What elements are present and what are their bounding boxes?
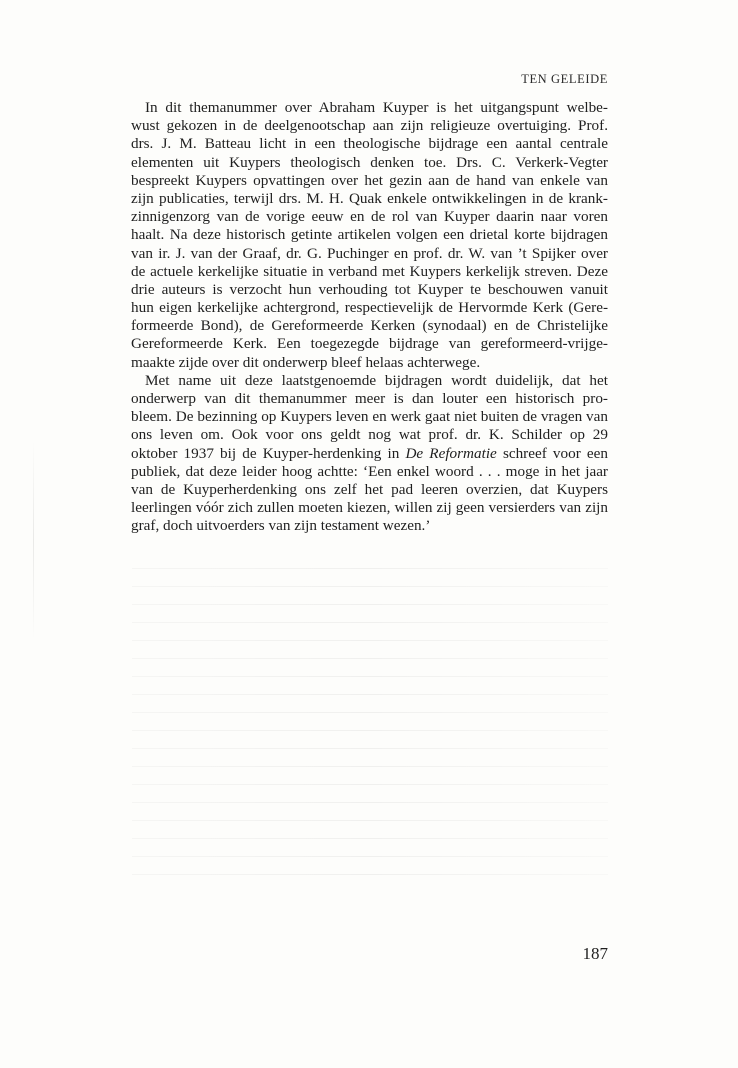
- text-line: ons leven om. Ook voor ons geldt nog wat prof. dr. K. Schilder op 29: [131, 426, 608, 444]
- text-line: van ir. J. van der Graaf, dr. G. Puchinger en prof. dr. W. van ’t Spijker over: [131, 244, 608, 262]
- text-line: formeerde Bond), de Gereformeerde Kerken (synodaal) en de Christelijke: [131, 317, 608, 335]
- text-line: bleem. De bezinning op Kuypers leven en werk gaat niet buiten de vragen van: [131, 408, 608, 426]
- paragraph-1: [131, 99, 608, 372]
- journal-title-italic: De Reformatie: [405, 444, 497, 462]
- text-line: wust gekozen in de deelgenootschap aan zijn religieuze overtuiging. Prof.: [131, 117, 608, 135]
- text-span: schreef voor een: [496, 444, 608, 462]
- text-line: elementen uit Kuypers theologisch denken toe. Drs. C. Verkerk-Vegter: [131, 153, 608, 171]
- text-line: zinnigenzorg van de vorige eeuw en de rol van Kuyper daarin naar voren: [131, 208, 608, 226]
- text-line: hun eigen kerkelijke achtergrond, respectievelijk de Hervormde Kerk (Gere-: [131, 299, 608, 317]
- text-line: graf, doch uitvoerders van zijn testament wezen.’: [131, 517, 431, 535]
- text-line: leerlingen vóór zich zullen moeten kiezen, willen zij geen versierders van zijn: [131, 499, 608, 517]
- text-line: maakte zijde over dit onderwerp bleef helaas achterwege.: [131, 353, 481, 371]
- text-line: Met name uit deze laatstgenoemde bijdragen wordt duidelijk, dat het: [145, 371, 608, 389]
- text-line: drs. J. M. Batteau licht in een theologische bijdrage een aantal centrale: [131, 135, 608, 153]
- paragraph-2: [131, 372, 608, 536]
- text-line: van de Kuyperherdenking ons zelf het pad leeren overzien, dat Kuypers: [131, 480, 608, 498]
- text-line: Gereformeerde Kerk. Een toegezegde bijdrage van gereformeerd-vrijge-: [131, 335, 608, 353]
- text-line: publiek, dat deze leider hoog achtte: ‘Een enkel woord . . . moge in het jaar: [131, 462, 608, 480]
- text-line: de actuele kerkelijke situatie in verband met Kuypers kerkelijk streven. Deze: [131, 262, 608, 280]
- text-line: haalt. Na deze historisch getinte artikelen volgen een drietal korte bijdragen: [131, 226, 608, 244]
- text-line: bespreekt Kuypers opvattingen over het gezin aan de hand van enkele van: [131, 171, 608, 189]
- body-text: [131, 99, 608, 536]
- text-span: oktober 1937 bij de Kuyper-herdenking in: [131, 444, 406, 462]
- text-line: onderwerp van dit themanummer meer is dan louter een historisch pro-: [131, 390, 608, 407]
- show-through-texture: [132, 568, 608, 898]
- text-line: drie auteurs is verzocht hun verhouding tot Kuyper te beschouwen vanuit: [131, 280, 608, 298]
- scan-margin-mark: [33, 440, 34, 640]
- text-line-with-italic: [131, 445, 608, 463]
- text-line: zijn publicaties, terwijl drs. M. H. Quak enkele ontwikkelingen in de krank-: [131, 189, 608, 207]
- text-line: In dit themanummer over Abraham Kuyper is het uitgangspunt welbe-: [145, 99, 608, 116]
- page-number: 187: [582, 944, 608, 963]
- running-head: TEN GELEIDE: [521, 72, 608, 86]
